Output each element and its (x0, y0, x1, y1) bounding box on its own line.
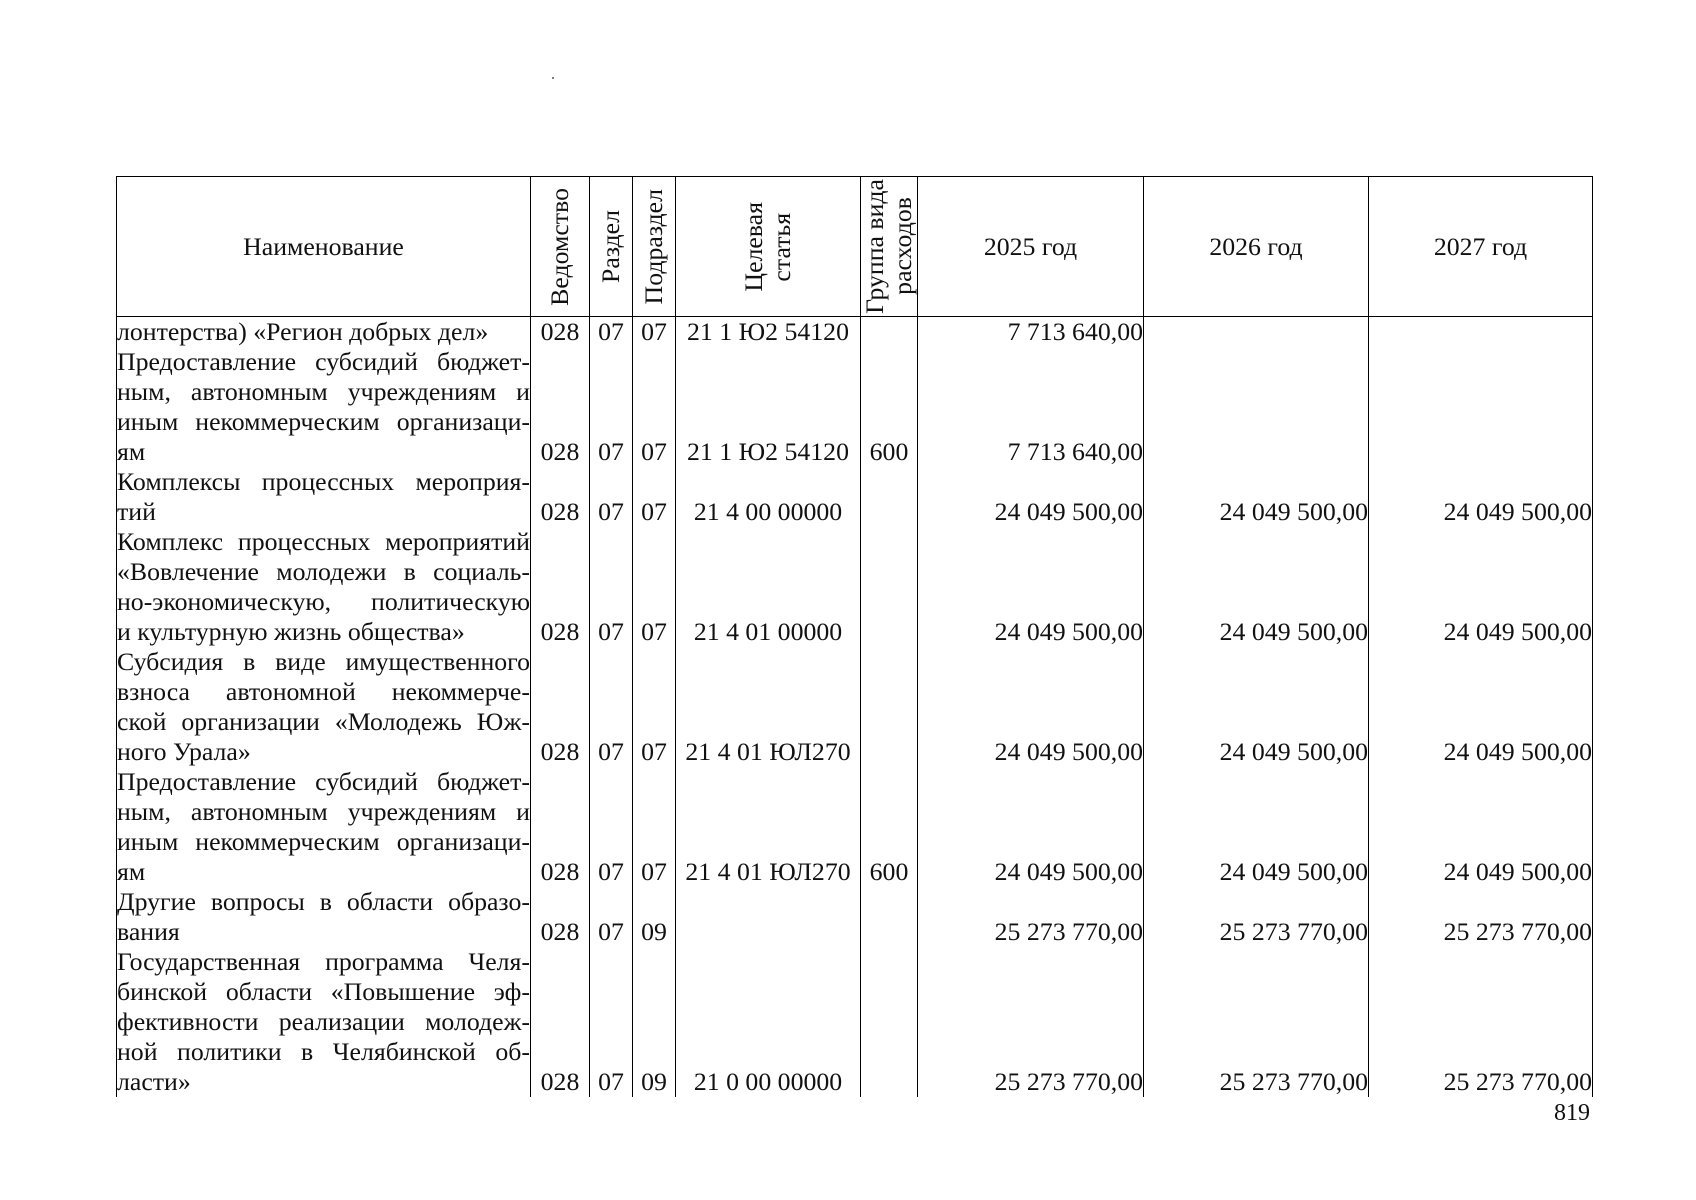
gruppa-cell (861, 527, 918, 647)
header-year-2027-label: 2027 год (1433, 231, 1528, 261)
gruppa-cell (861, 887, 918, 947)
amount-2026-cell: 24 049 500,00 (1144, 647, 1369, 767)
word: иным (117, 407, 179, 436)
word: но-экономическую, (117, 587, 332, 616)
name-line (117, 1007, 530, 1037)
name-line (117, 647, 530, 677)
budget-row (117, 317, 1593, 348)
word: учреждениям (347, 797, 497, 826)
gruppa-cell (861, 317, 918, 348)
budget-row (117, 647, 1593, 767)
vedomstvo-cell: 028 (531, 467, 590, 527)
word: процессных (237, 527, 371, 556)
word: мероприятий (385, 527, 530, 556)
name-line (117, 467, 530, 497)
razdel-cell: 07 (590, 467, 633, 527)
word: Челя- (468, 947, 530, 976)
header-year-2026-label: 2026 год (1209, 231, 1303, 261)
word: виде (275, 647, 326, 676)
word: некоммерческим (195, 407, 380, 436)
vedomstvo-cell: 028 (531, 767, 590, 887)
word: ным, (117, 377, 171, 406)
razdel-cell: 07 (590, 317, 633, 348)
word: учреждениям (347, 377, 497, 406)
podrazdel-cell: 07 (633, 767, 676, 887)
word: и (516, 377, 530, 406)
podrazdel-cell: 07 (633, 527, 676, 647)
amount-2025-cell: 24 049 500,00 (918, 527, 1144, 647)
word: в (243, 647, 256, 676)
word: ской (117, 707, 167, 736)
name-line (117, 827, 530, 857)
budget-table (116, 176, 1593, 1097)
word: молодеж- (425, 1007, 530, 1036)
name-line: и культурную жизнь общества» (117, 617, 465, 646)
podrazdel-cell: 09 (633, 887, 676, 947)
word: организаци- (396, 827, 530, 856)
podrazdel-cell: 07 (633, 467, 676, 527)
name-line: тий (117, 497, 156, 526)
word: процессных (261, 467, 395, 496)
name-line (117, 1037, 530, 1067)
name-line: ласти» (117, 1067, 191, 1096)
budget-row (117, 947, 1593, 1097)
row-name (117, 527, 531, 647)
word: ным, (117, 797, 171, 826)
amount-2026-cell (1144, 347, 1369, 467)
word: Челябинской (332, 1037, 476, 1066)
word: в (301, 1037, 314, 1066)
amount-2027-cell (1369, 317, 1593, 348)
header-vedomstvo-label: Ведомство (545, 187, 574, 306)
word: эф- (493, 977, 530, 1006)
name-line (117, 707, 530, 737)
podrazdel-cell: 09 (633, 947, 676, 1097)
gruppa-cell (861, 947, 918, 1097)
header-name-label: Наименование (243, 231, 404, 261)
word: бинской (117, 977, 208, 1006)
word: Комплекс (117, 527, 224, 556)
word: некоммерческим (195, 827, 380, 856)
word: программа (325, 947, 444, 976)
celevaya-statya-cell: 21 0 00 00000 (676, 947, 861, 1097)
amount-2027-cell: 25 273 770,00 (1369, 887, 1593, 947)
amount-2027-cell: 24 049 500,00 (1369, 647, 1593, 767)
row-name (117, 647, 531, 767)
amount-2026-cell: 24 049 500,00 (1144, 467, 1369, 527)
word: политическую (371, 587, 530, 616)
word: молодежи (276, 557, 387, 586)
word: об- (495, 1037, 530, 1066)
vedomstvo-cell: 028 (531, 887, 590, 947)
word: Предоставление (117, 767, 297, 796)
name-line (117, 527, 530, 557)
name-line (117, 947, 530, 977)
budget-row (117, 767, 1593, 887)
word: «Вовлечение (117, 557, 260, 586)
amount-2026-cell: 24 049 500,00 (1144, 527, 1369, 647)
word: автономной (225, 677, 356, 706)
header-podrazdel (633, 177, 676, 317)
amount-2026-cell: 25 273 770,00 (1144, 887, 1369, 947)
celevaya-statya-cell (676, 887, 861, 947)
vedomstvo-cell: 028 (531, 947, 590, 1097)
razdel-cell: 07 (590, 767, 633, 887)
row-name (117, 947, 531, 1097)
row-name (117, 467, 531, 527)
podrazdel-cell: 07 (633, 317, 676, 348)
word: области (346, 887, 434, 916)
word: Предоставление (117, 347, 297, 376)
name-line: вания (117, 917, 180, 946)
word: Другие (117, 887, 196, 916)
word: имущественного (345, 647, 530, 676)
podrazdel-cell: 07 (633, 647, 676, 767)
gruppa-cell: 600 (861, 347, 918, 467)
word: некоммерче- (391, 677, 530, 706)
word: Субсидия (117, 647, 224, 676)
name-line (117, 557, 530, 587)
budget-row (117, 467, 1593, 527)
word: субсидий (315, 767, 418, 796)
header-gruppa-line: расходов (888, 197, 917, 296)
celevaya-statya-cell: 21 4 01 ЮЛ270 (676, 647, 861, 767)
row-name (117, 767, 531, 887)
amount-2025-cell: 24 049 500,00 (918, 767, 1144, 887)
word: ной (117, 1037, 158, 1066)
header-razdel-label: Раздел (596, 210, 625, 283)
celevaya-statya-cell: 21 1 Ю2 54120 (676, 317, 861, 348)
amount-2025-cell: 7 713 640,00 (918, 347, 1144, 467)
name-line (117, 377, 530, 407)
row-name (117, 317, 531, 348)
header-year-2027 (1369, 177, 1593, 317)
word: и (516, 797, 530, 826)
celevaya-statya-cell: 21 4 00 00000 (676, 467, 861, 527)
word: в (403, 557, 416, 586)
header-celevaya-statya-line: Целевая (739, 201, 768, 292)
name-line (117, 587, 530, 617)
header-razdel (590, 177, 633, 317)
name-line: ного Урала» (117, 737, 251, 766)
word: автономным (190, 377, 328, 406)
name-line (117, 677, 530, 707)
amount-2027-cell: 24 049 500,00 (1369, 467, 1593, 527)
vedomstvo-cell: 028 (531, 647, 590, 767)
scan-speck (552, 77, 554, 79)
amount-2027-cell (1369, 347, 1593, 467)
word: иным (117, 827, 179, 856)
header-celevaya-statya (676, 177, 861, 317)
budget-row (117, 527, 1593, 647)
word: реализации (278, 1007, 405, 1036)
name-line: ям (117, 437, 146, 466)
word: Государственная (117, 947, 301, 976)
header-name (117, 177, 531, 317)
razdel-cell: 07 (590, 647, 633, 767)
amount-2026-cell: 24 049 500,00 (1144, 767, 1369, 887)
word: мероприя- (415, 467, 530, 496)
name-line (117, 767, 530, 797)
amount-2027-cell: 24 049 500,00 (1369, 527, 1593, 647)
amount-2026-cell: 25 273 770,00 (1144, 947, 1369, 1097)
header-row (117, 177, 1593, 317)
celevaya-statya-cell: 21 4 01 00000 (676, 527, 861, 647)
word: в (319, 887, 332, 916)
header-gruppa-vida-rashodov (861, 177, 918, 317)
name-line (117, 797, 530, 827)
word: «Молодежь (334, 707, 462, 736)
amount-2025-cell: 7 713 640,00 (918, 317, 1144, 348)
word: бюджет- (436, 347, 530, 376)
word: социаль- (433, 557, 530, 586)
page-number: 819 (1554, 1100, 1590, 1126)
word: взноса (117, 677, 190, 706)
word: субсидий (315, 347, 418, 376)
row-name (117, 347, 531, 467)
name-line: лонтерства) «Регион добрых дел» (117, 317, 489, 346)
row-name (117, 887, 531, 947)
name-line (117, 407, 530, 437)
word: «Повышение (330, 977, 476, 1006)
header-podrazdel-label: Подраздел (639, 188, 668, 305)
amount-2025-cell: 24 049 500,00 (918, 647, 1144, 767)
gruppa-cell (861, 647, 918, 767)
amount-2025-cell: 24 049 500,00 (918, 467, 1144, 527)
word: Юж- (476, 707, 530, 736)
razdel-cell: 07 (590, 527, 633, 647)
header-vedomstvo (531, 177, 590, 317)
header-celevaya-statya-line: статья (767, 212, 796, 281)
name-line (117, 977, 530, 1007)
header-gruppa-line: Группа вида (860, 179, 889, 314)
gruppa-cell: 600 (861, 767, 918, 887)
vedomstvo-cell: 028 (531, 347, 590, 467)
budget-row (117, 347, 1593, 467)
word: образо- (448, 887, 530, 916)
header-year-2025-label: 2025 год (983, 231, 1078, 261)
name-line: ям (117, 857, 146, 886)
razdel-cell: 07 (590, 947, 633, 1097)
word: области (225, 977, 313, 1006)
word: Комплексы (117, 467, 241, 496)
razdel-cell: 07 (590, 887, 633, 947)
word: фективности (117, 1007, 259, 1036)
podrazdel-cell: 07 (633, 347, 676, 467)
vedomstvo-cell: 028 (531, 527, 590, 647)
word: вопросы (210, 887, 305, 916)
word: автономным (190, 797, 328, 826)
word: организации (181, 707, 320, 736)
word: бюджет- (436, 767, 530, 796)
amount-2025-cell: 25 273 770,00 (918, 887, 1144, 947)
vedomstvo-cell: 028 (531, 317, 590, 348)
amount-2027-cell: 25 273 770,00 (1369, 947, 1593, 1097)
name-line (117, 887, 530, 917)
header-year-2025 (918, 177, 1144, 317)
razdel-cell: 07 (590, 347, 633, 467)
word: политики (177, 1037, 282, 1066)
celevaya-statya-cell: 21 1 Ю2 54120 (676, 347, 861, 467)
amount-2026-cell (1144, 317, 1369, 348)
celevaya-statya-cell: 21 4 01 ЮЛ270 (676, 767, 861, 887)
header-year-2026 (1144, 177, 1369, 317)
word: организаци- (396, 407, 530, 436)
gruppa-cell (861, 467, 918, 527)
name-line (117, 347, 530, 377)
budget-row (117, 887, 1593, 947)
amount-2025-cell: 25 273 770,00 (918, 947, 1144, 1097)
amount-2027-cell: 24 049 500,00 (1369, 767, 1593, 887)
